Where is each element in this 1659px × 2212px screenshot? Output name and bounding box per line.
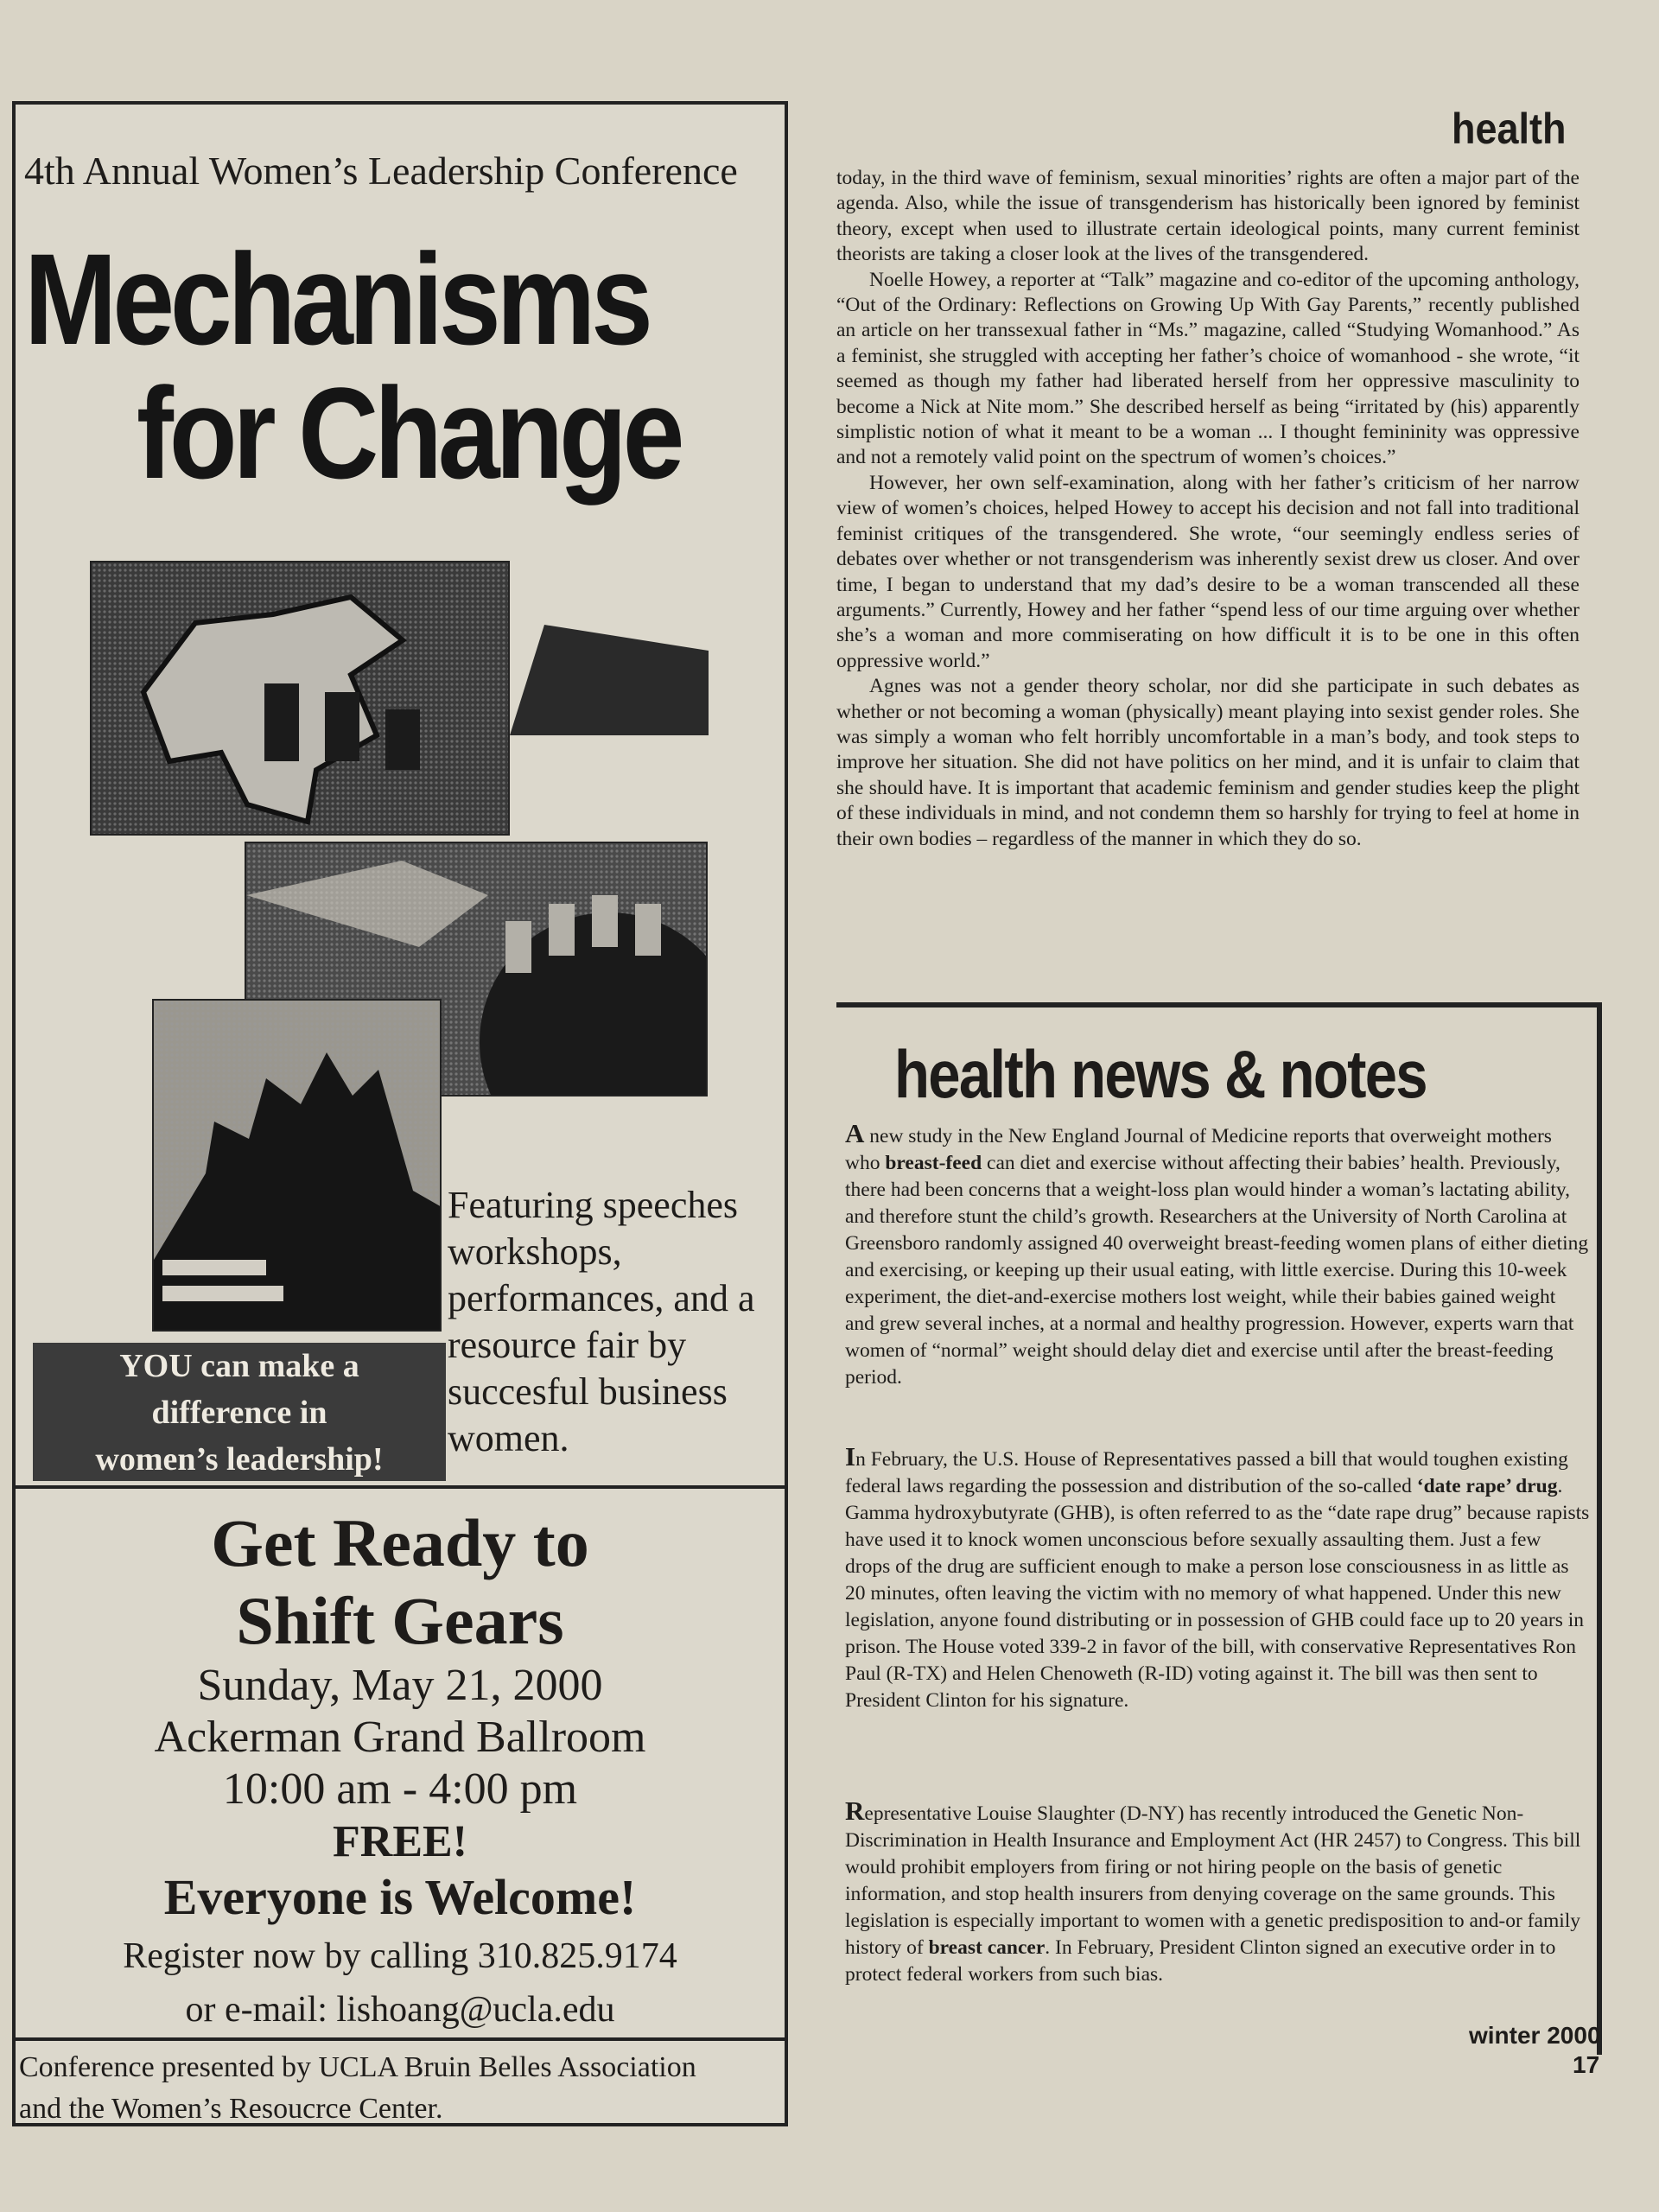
ad-divider (16, 2037, 785, 2041)
gear-photo-edge (510, 625, 709, 735)
news-text: new study in the New England Journal of Medicine reports that overweight mothers who (845, 1125, 1552, 1174)
news-keyword: breast cancer (928, 1936, 1046, 1959)
ad-callout-line3: women’s leadership! (95, 1441, 384, 1478)
news-text: epresentative Louise Slaughter (D-NY) has recently introduced the Genetic Non-Discrimination in Health Insurance and Employment Act (HR 2457) to Congress. This bill would prohibit employers from firing or not hiring people on the basis of genetic information, and stop health insurers from denying coverage on the same grounds. This legislation is especially important to women with a genetic predisposition to and-or family history of (845, 1802, 1581, 1959)
ad-time: 10:00 am - 4:00 pm (222, 1764, 578, 1814)
ad-welcome: Everyone is Welcome! (163, 1869, 637, 1925)
ad-title-line1: Mechanisms (24, 226, 649, 372)
news-title: health news & notes (894, 1036, 1427, 1112)
ad-callout-line1: YOU can make a (119, 1348, 359, 1384)
section-label: health (1452, 105, 1567, 153)
issue-label: winter 2000 (1469, 2022, 1601, 2049)
news-item (845, 1120, 1590, 1391)
ad-divider (16, 1485, 785, 1489)
article-paragraph: Noelle Howey, a reporter at “Talk” magazine and co-editor of the upcoming anthology, “Out of the Ordinary: Reflections on Growing Up With Gay Parents,” recently published an article on her transsexual father in “Ms.” magazine, called “Studying Womanhood.” As a feminist, she struggled with accepting her father’s choice of womanhood - she wrote, “it seemed as though my father had liberated herself from her oppressive masculinity to become a Nick at Nite mom.” She described herself as being “irritated by (his) apparently simplistic notion of what it meant to be a woman ... I thought femininity was oppressive and not a remotely valid point on the spectrum of women’s choices.” (836, 268, 1580, 469)
ad-price: FREE! (333, 1817, 467, 1866)
ad-feature-text: Featuring speeches workshops, performances, and a resource fair by succesful business women. (448, 1184, 755, 1459)
news-keyword: breast-feed (885, 1152, 982, 1174)
conference-ad (12, 101, 788, 2126)
news-dropcap: R (845, 1796, 865, 1826)
ad-presented-line1: Conference presented by UCLA Bruin Belles Association (19, 2051, 696, 2083)
ad-register (16, 1929, 785, 2037)
news-item (845, 1443, 1590, 1714)
article-paragraph: today, in the third wave of feminism, sexual minorities’ rights are often a major part of the agenda. Also, while the issue of transgenderism has historically been ignored by feminist theory, except when used to illustrate certain ideological points, many current feminist theorists are taking a closer look at the lives of the transgendered. (836, 167, 1580, 266)
ad-kicker: 4th Annual Women’s Leadership Conference (24, 149, 738, 193)
ad-register-email: or e-mail: lishoang@ucla.edu (185, 1990, 615, 2030)
ad-callout-line2: difference in (151, 1395, 327, 1431)
ad-headline (16, 1504, 785, 1660)
news-text: can diet and exercise without affecting their babies’ health. Previously, there had been concerns that a weight-loss plan would hinder a woman’s lactating ability, and therefore stunt the child’s growth. Researchers at the University of North Carolina at Greensboro randomly assigned 40 overweight breast-feeding women plans of either dieting and exercising, or keeping up their usual eating, with little exercise. During this 10-week experiment, the diet-and-exercise mothers lost weight, while their babies gained weight and grew several inches, at a normal and healthy progression. However, experts warn that women of “normal” weight should delay diet and exercise until after the breast-feeding period. (845, 1152, 1589, 1389)
news-dropcap: A (845, 1118, 865, 1148)
gear-photo-3 (152, 999, 442, 1332)
ad-headline-line1: Get Ready to (211, 1505, 589, 1580)
ad-headline-line2: Shift Gears (236, 1583, 564, 1658)
news-keyword: ‘date rape’ drug (1416, 1475, 1558, 1497)
news-text: n February, the U.S. House of Representatives passed a bill that would toughen existing federal laws regarding the possession and distribution of the so-called (845, 1448, 1568, 1497)
ad-event-details (16, 1504, 785, 2037)
article-paragraph: Agnes was not a gender theory scholar, nor did she participate in such debates as whether or not becoming a woman (physically) meant playing into sexist gender roles. She was simply a woman who felt horribly uncomfortable in a man’s body, and took steps to improve her situation. She did not have politics on her mind, and it is unfair to claim that she should have. It is important that academic feminism and gender studies keep the plight of these individuals in mind, and not condemn them so harshly for trying to feel at home in their own bodies – regardless of the manner in which they do so. (836, 675, 1580, 850)
ad-venue: Ackerman Grand Ballroom (154, 1713, 646, 1762)
news-item (845, 1797, 1590, 1988)
page-number: 17 (1573, 2051, 1600, 2078)
ad-register-phone: Register now by calling 310.825.9174 (123, 1936, 677, 1976)
news-dropcap: I (845, 1441, 856, 1471)
ad-title-line2: for Change (137, 360, 681, 505)
ad-callout (33, 1343, 446, 1481)
ad-presented-line2: and the Women’s Resoucrce Center. (19, 2093, 443, 2125)
news-text: . Gamma hydroxybutyrate (GHB), is often referred to as the “date rape drug” because rapists have used it to knock women unconscious before sexually assaulting them. Just a few drops of the drug are sufficient enough to make a person lose consciousness in as little as 20 minutes, often leaving the victim with no memory of what happened. Under this new legislation, anyone found distributing or in possession of GHB could face up to 20 years in prison. The House voted 339-2 in favor of the bill, with conservative Representatives Ron Paul (R-TX) and Helen Chenoweth (R-ID) voting against it. The bill was then sent to President Clinton for his signature. (845, 1475, 1590, 1712)
gear-photo-1 (90, 561, 510, 836)
ad-schedule (16, 1660, 785, 1815)
ad-date: Sunday, May 21, 2000 (197, 1661, 603, 1710)
article-body (836, 166, 1580, 852)
article-paragraph: However, her own self-examination, along with her father’s criticism of her narrow view of women’s choices, helped Howey to accept his decision and not fall into traditional feminist critiques of the transgendered. She wrote, “our seemingly endless series of debates over whether or not transgenderism was inherently sexist drew us closer. And over time, I began to understand that my dad’s desire to be a woman transcended all these arguments.” Currently, Howey and her father “spend less of our time arguing over whether she’s a woman and more commiserating on how difficult it is to be one in this often oppressive world.” (836, 471, 1580, 672)
ad-presented-by (19, 2047, 779, 2130)
news-text: . In February, President Clinton signed an executive order in to protect federal workers from such bias. (845, 1936, 1556, 1986)
